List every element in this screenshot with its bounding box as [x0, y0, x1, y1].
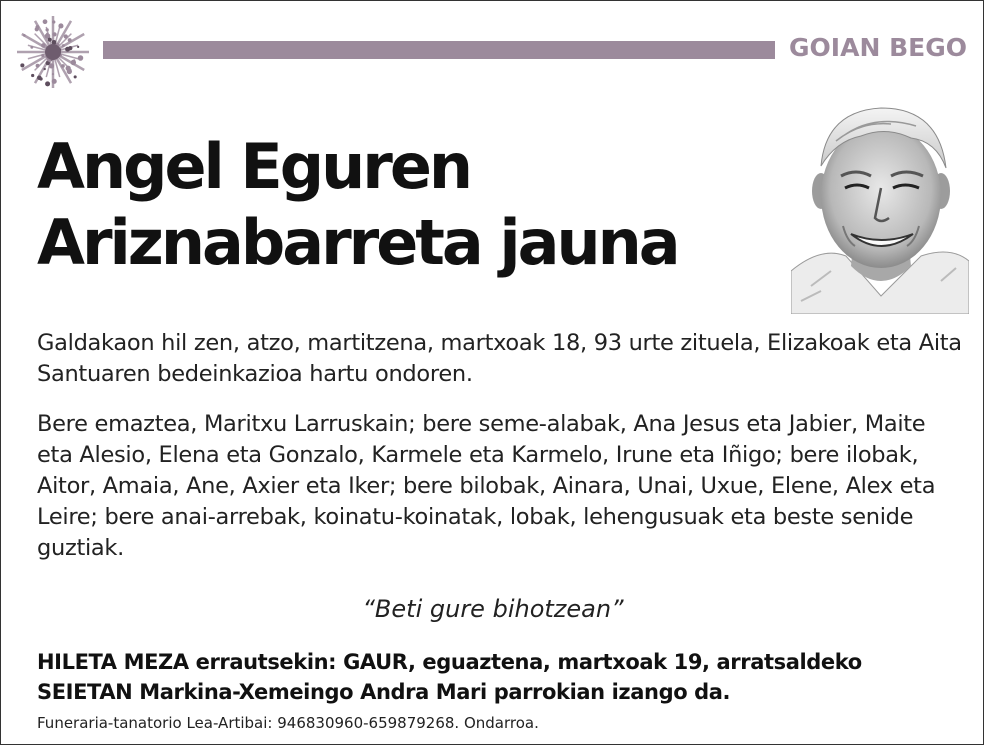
name-line-2: Ariznabarreta jauna — [37, 206, 678, 279]
cross-flower-icon — [11, 13, 95, 91]
funeral-line-2: SEIETAN Markina-Xemeingo Andra Mari parrokian izango da. — [37, 680, 731, 704]
header-label: GOIAN BEGO — [789, 33, 967, 62]
portrait-photo — [791, 96, 969, 314]
funeral-home-contact: Funeraria-tanatorio Lea-Artibai: 946830960-659879268. Ondarroa. — [37, 714, 539, 732]
funeral-line-1: HILETA MEZA errautsekin: GAUR, eguaztena, martxoak 19, arratsaldeko — [37, 650, 862, 674]
memorial-quote: “Beti gure bihotzean” — [362, 595, 624, 623]
name-line-1: Angel Eguren — [37, 130, 471, 203]
deceased-name — [37, 129, 797, 281]
funeral-mass-info — [37, 647, 967, 707]
family-paragraph: Bere emaztea, Maritxu Larruskain; bere seme-alabak, Ana Jesus eta Jabier, Maite eta Alesio, Elena eta Gonzalo, Karmele eta Karmelo, Irune eta Iñigo; bere ilobak, Aitor, Amaia, Ane, Axier eta Iker; bere bilobak, Ainara, Unai, Uxue, Elene, Alex eta Leire; bere anai-arrebak, koinatu-koinatak, lobak, lehengusuak eta beste senide guztiak. — [37, 411, 936, 561]
header-bar — [103, 41, 775, 59]
death-announcement-paragraph: Galdakaon hil zen, atzo, martitzena, martxoak 18, 93 urte zituela, Elizakoak eta Aita Santuaren bedeinkazioa hartu ondoren. — [37, 330, 962, 387]
